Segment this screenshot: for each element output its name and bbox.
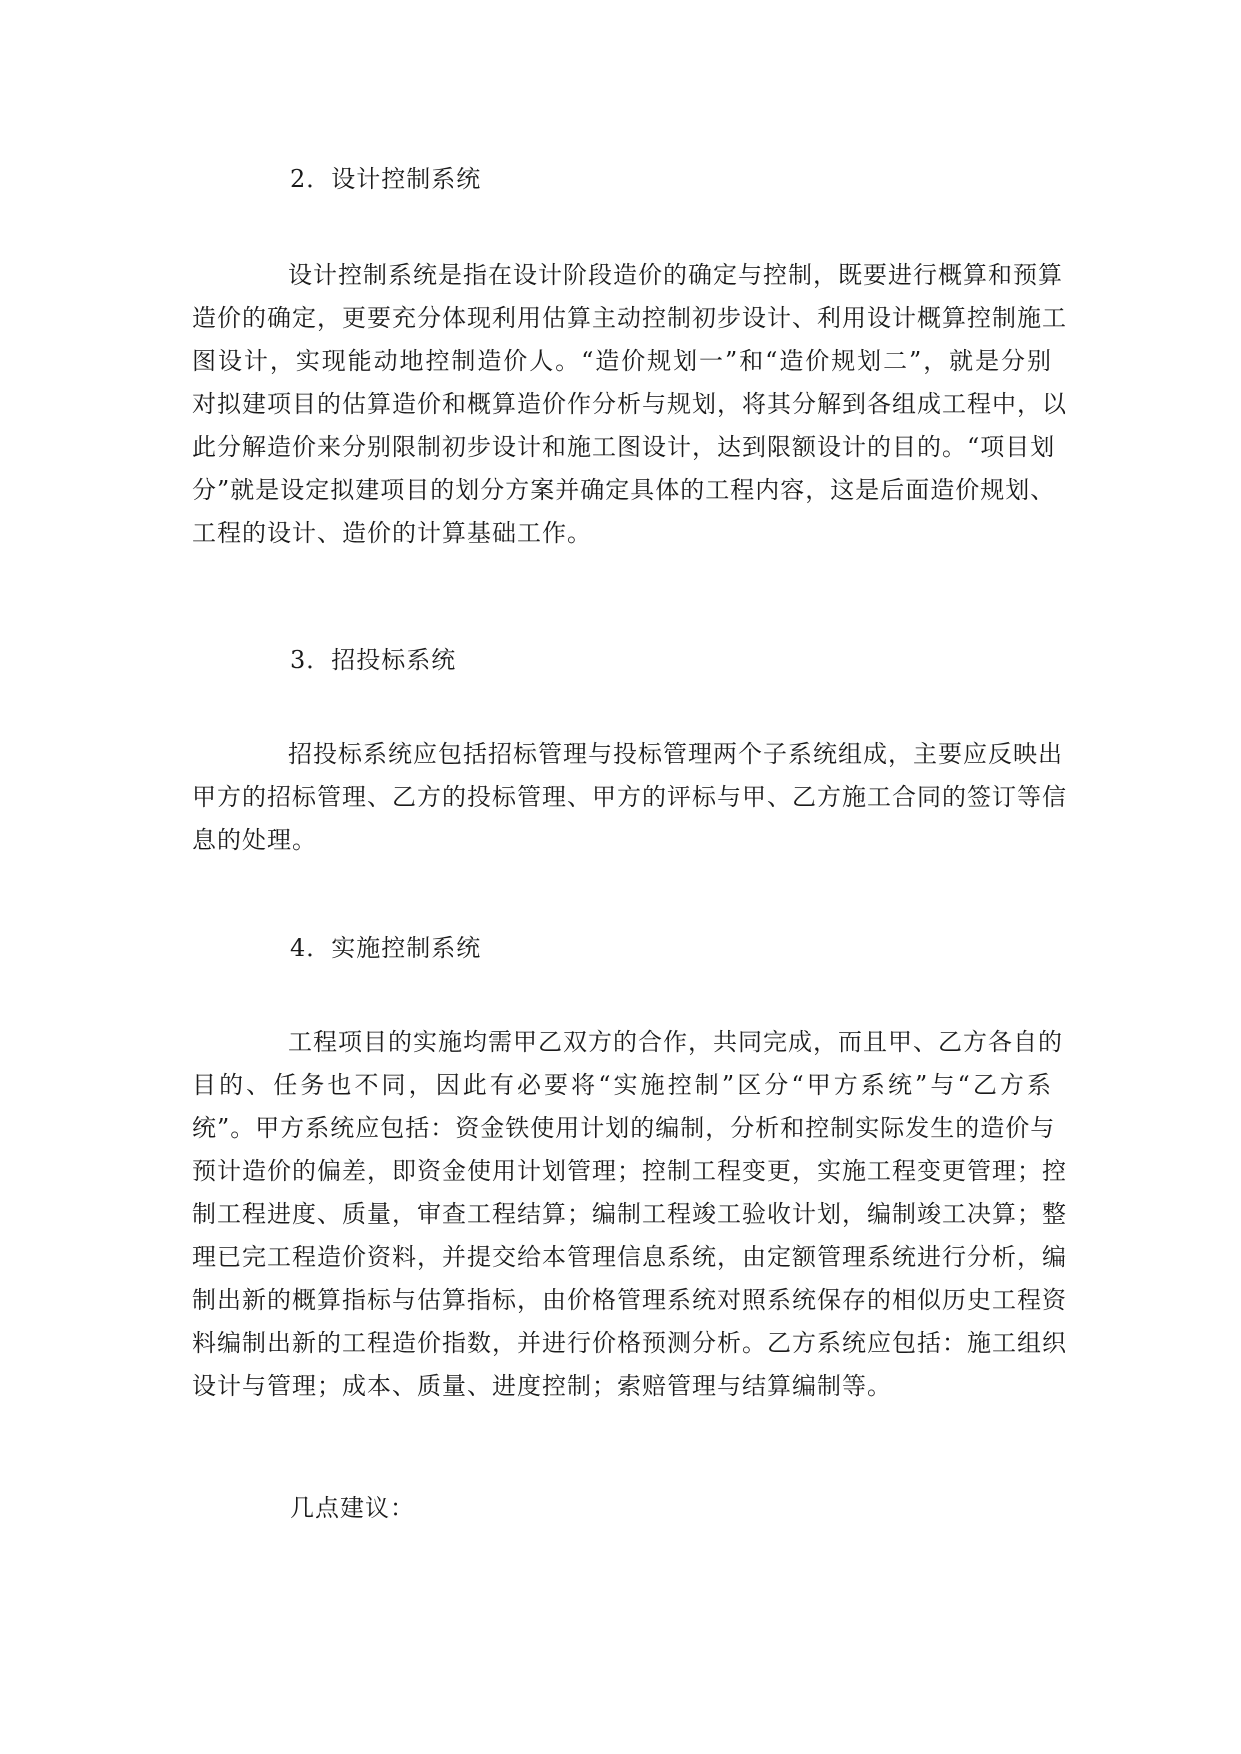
paragraph-line: 制出新的概算指标与估算指标，由价格管理系统对照系统保存的相似历史工程资 bbox=[192, 1286, 1067, 1314]
section-heading-implementation-control: 4．实施控制系统 bbox=[290, 934, 482, 962]
paragraph-line: 统”。甲方系统应包括：资金铁使用计划的编制，分析和控制实际发生的造价与 bbox=[192, 1114, 1056, 1142]
paragraph-line: 料编制出新的工程造价指数，并进行价格预测分析。乙方系统应包括：施工组织 bbox=[192, 1329, 1067, 1357]
paragraph-line: 设计控制系统是指在设计阶段造价的确定与控制，既要进行概算和预算 bbox=[288, 261, 1063, 289]
section-heading-bidding: 3．招投标系统 bbox=[290, 646, 457, 674]
paragraph-line: 工程的设计、造价的计算基础工作。 bbox=[192, 519, 592, 547]
paragraph-bidding bbox=[192, 733, 1067, 862]
paragraph-line: 分”就是设定拟建项目的划分方案并确定具体的工程内容，这是后面造价规划、 bbox=[192, 476, 1056, 504]
paragraph-design-control bbox=[192, 254, 1067, 555]
paragraph-line: 图设计，实现能动地控制造价人。“造价规划一”和“造价规划二”，就是分别 bbox=[192, 347, 1052, 375]
paragraph-line: 工程项目的实施均需甲乙双方的合作，共同完成，而且甲、乙方各自的 bbox=[288, 1028, 1063, 1056]
paragraph-line: 此分解造价来分别限制初步设计和施工图设计，达到限额设计的目的。“项目划 bbox=[192, 433, 1056, 461]
paragraph-line: 甲方的招标管理、乙方的投标管理、甲方的评标与甲、乙方施工合同的签订等信 bbox=[192, 783, 1067, 811]
paragraph-line: 造价的确定，更要充分体现利用估算主动控制初步设计、利用设计概算控制施工 bbox=[192, 304, 1067, 332]
paragraph-line: 招投标系统应包括招标管理与投标管理两个子系统组成，主要应反映出 bbox=[288, 740, 1063, 768]
paragraph-line: 对拟建项目的估算造价和概算造价作分析与规划，将其分解到各组成工程中，以 bbox=[192, 390, 1067, 418]
closing-heading: 几点建议： bbox=[290, 1494, 415, 1522]
paragraph-line: 息的处理。 bbox=[192, 826, 317, 854]
section-heading-design-control: 2．设计控制系统 bbox=[290, 165, 482, 193]
paragraph-line: 理已完工程造价资料，并提交给本管理信息系统，由定额管理系统进行分析，编 bbox=[192, 1243, 1067, 1271]
paragraph-line: 设计与管理；成本、质量、进度控制；索赔管理与结算编制等。 bbox=[192, 1372, 892, 1400]
paragraph-implementation-control bbox=[192, 1021, 1067, 1408]
paragraph-line: 预计造价的偏差，即资金使用计划管理；控制工程变更，实施工程变更管理；控 bbox=[192, 1157, 1067, 1185]
paragraph-line: 目的、任务也不同，因此有必要将“实施控制”区分“甲方系统”与“乙方系 bbox=[192, 1071, 1052, 1099]
paragraph-line: 制工程进度、质量，审查工程结算；编制工程竣工验收计划，编制竣工决算；整 bbox=[192, 1200, 1067, 1228]
